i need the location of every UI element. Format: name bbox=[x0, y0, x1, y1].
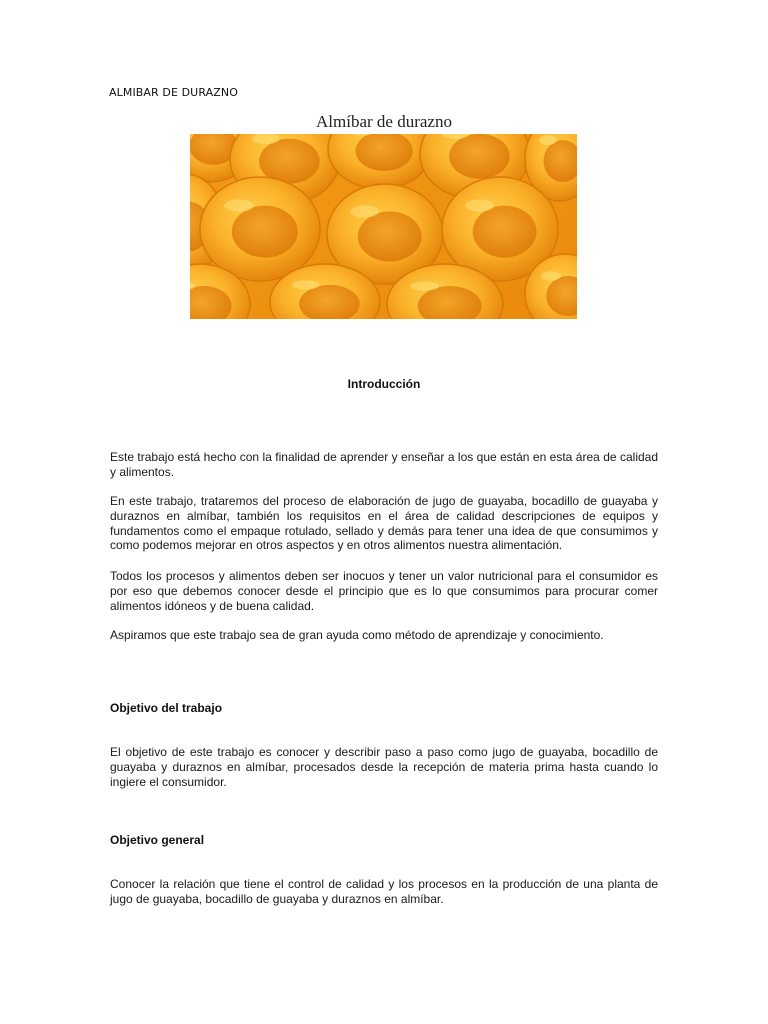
general-objective-paragraph: Conocer la relación que tiene el control de calidad y los procesos en la producción de una planta de jugo de guayaba, bocadillo de guayaba y duraznos en almíbar. bbox=[110, 877, 658, 906]
peach-pit-cavity bbox=[449, 134, 510, 179]
peach-pit-cavity bbox=[473, 206, 537, 258]
peach-highlight bbox=[224, 199, 254, 211]
intro-paragraph-1: Este trabajo está hecho con la finalidad de aprender y enseñar a los que están en esta área de calidad y alimentos. bbox=[110, 450, 658, 479]
peach-highlight bbox=[465, 199, 494, 211]
general-objective-heading: Objetivo general bbox=[110, 833, 205, 847]
peach-highlight bbox=[539, 135, 557, 145]
intro-paragraph-3: Todos los procesos y alimentos deben ser inocuos y tener un valor nutricional para el consumidor es por eso que debemos conocer desde el principio que es lo que consumimos para procurar comer alimentos idóneos y de buena calidad. bbox=[110, 569, 658, 613]
peach-highlight bbox=[541, 271, 561, 281]
peach-pit-cavity bbox=[232, 206, 298, 258]
intro-paragraph-2: En este trabajo, trataremos del proceso de elaboración de jugo de guayaba, bocadillo de guayaba y duraznos en almíbar, también los requisitos en el área de calidad descripciones de equipos y fundamentos como el empaque rotulado, sellado y demás para tener una idea de que consumimos y como podemos mejorar en otros aspectos y en otros alimentos nuestra alimentación. bbox=[110, 494, 658, 553]
document-title: Almíbar de durazno bbox=[316, 112, 452, 131]
introduction-heading: Introducción bbox=[347, 377, 421, 391]
peach-halves-image bbox=[190, 134, 577, 319]
peach-pit-cavity bbox=[358, 212, 422, 262]
objective-paragraph: El objetivo de este trabajo es conocer y describir paso a paso como jugo de guayaba, bocadillo de guayaba y duraznos en almíbar, procesados desde la recepción de materia prima hasta cuando lo ingiere el consumidor. bbox=[110, 745, 658, 789]
peach-highlight bbox=[292, 280, 320, 289]
peach-highlight bbox=[350, 206, 379, 218]
intro-paragraph-4: Aspiramos que este trabajo sea de gran ayuda como método de aprendizaje y conocimiento. bbox=[110, 628, 604, 642]
header-label: ALMIBAR DE DURAZNO bbox=[109, 86, 238, 99]
peach-highlight bbox=[410, 281, 439, 291]
objective-heading: Objetivo del trabajo bbox=[110, 701, 223, 715]
